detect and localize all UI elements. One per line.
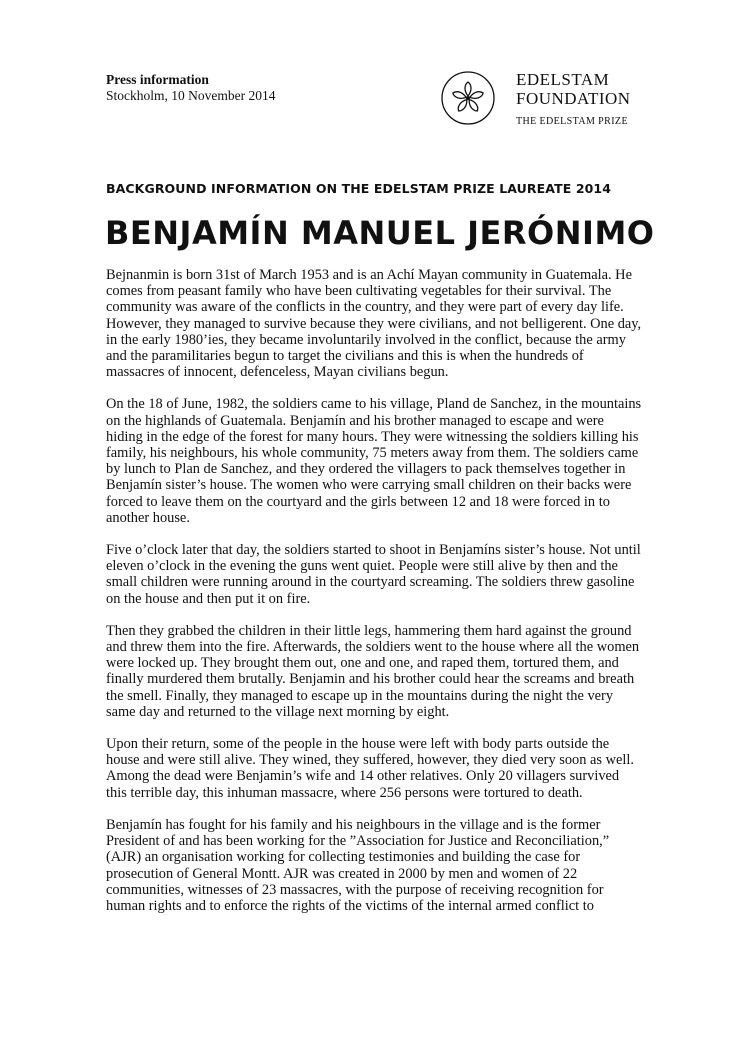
press-header [106,72,275,104]
page-title: BENJAMÍN MANUEL JERÓNIMO [105,214,655,252]
paragraph: Then they grabbed the children in their little legs, hammering them hard against the ground and threw them into the fire. Afterwards, the soldiers went to the house where all the women were locked up. They brought them out, one and one, and raped them, tortured them, and finally murdered them brutally. Benjamin and his brother could hear the screams and breath the smell. Finally, they managed to escape up in the mountains during the night the very same day and returned to the village next morning by eight. [106,622,640,720]
paragraph: On the 18 of June, 1982, the soldiers came to his village, Pland de Sanchez, in the mountains on the highlands of Guatemala. Benjamín and his brother managed to escape and were hiding in the edge of the forest for many hours. They were witnessing the soldiers killing his family, his neighbours, his whole community, 75 meters away from them. The soldiers came by lunch to Plan de Sanchez, and they ordered the villagers to pack themselves together in Benjamín sister’s house. The women who were carrying small children on their backs were forced to leave them on the courtyard and the girls between 12 and 18 were forced in to another house. [106,396,642,526]
flower-icon [440,70,496,126]
article-body [106,267,642,930]
org-logotype [516,70,631,127]
paragraph: Benjamín has fought for his family and his neighbours in the village and is the former President of and has been working for the ”Association for Justice and Reconciliation,” (AJR) an organisation working for collecting testimonies and building the case for prosecution of General Montt. AJR was created in 2000 by men and women of 22 communities, witnesses of 23 massacres, with the purpose of receiving recognition for human rights and to enforce the rights of the victims of the internal armed conflict to [106,816,610,914]
paragraph: Bejnanmin is born 31st of March 1953 and is an Achí Mayan community in Guatemala. He comes from peasant family who have been cultivating vegetables for their survival. The community was aware of the conflicts in the country, and they were part of every day life. However, they managed to survive because they were civilians, and not belligerent. One day, in the early 1980’ies, they became involuntarily involved in the conflict, because the army and the paramilitaries begun to target the civilians and this is when the hundreds of massacres of innocent, defenceless, Mayan civilians begun. [106,267,642,381]
date-line: Stockholm, 10 November 2014 [106,88,276,103]
paragraph: Upon their return, some of the people in the house were left with body parts outside the house and were still alive. They wined, they suffered, however, they died very soon as well. Among the dead were Benjamin’s wife and 14 other relatives. Only 20 villagers survived this terrible day, this inhuman massacre, where 256 persons were tortured to death. [106,736,634,801]
org-name-line2: FOUNDATION [516,89,631,108]
org-subtitle: THE EDELSTAM PRIZE [516,116,628,127]
section-kicker: BACKGROUND INFORMATION ON THE EDELSTAM PRIZE LAUREATE 2014 [106,181,612,196]
press-label: Press information [106,72,209,87]
org-name-line1: EDELSTAM [516,70,610,89]
paragraph: Five o’clock later that day, the soldiers started to shoot in Benjamíns sister’s house. Not until eleven o’clock in the evening the guns went quiet. People were still alive by then and the small children were running around in the courtyard screaming. The soldiers threw gasoline on the house and then put it on fire. [106,542,641,607]
